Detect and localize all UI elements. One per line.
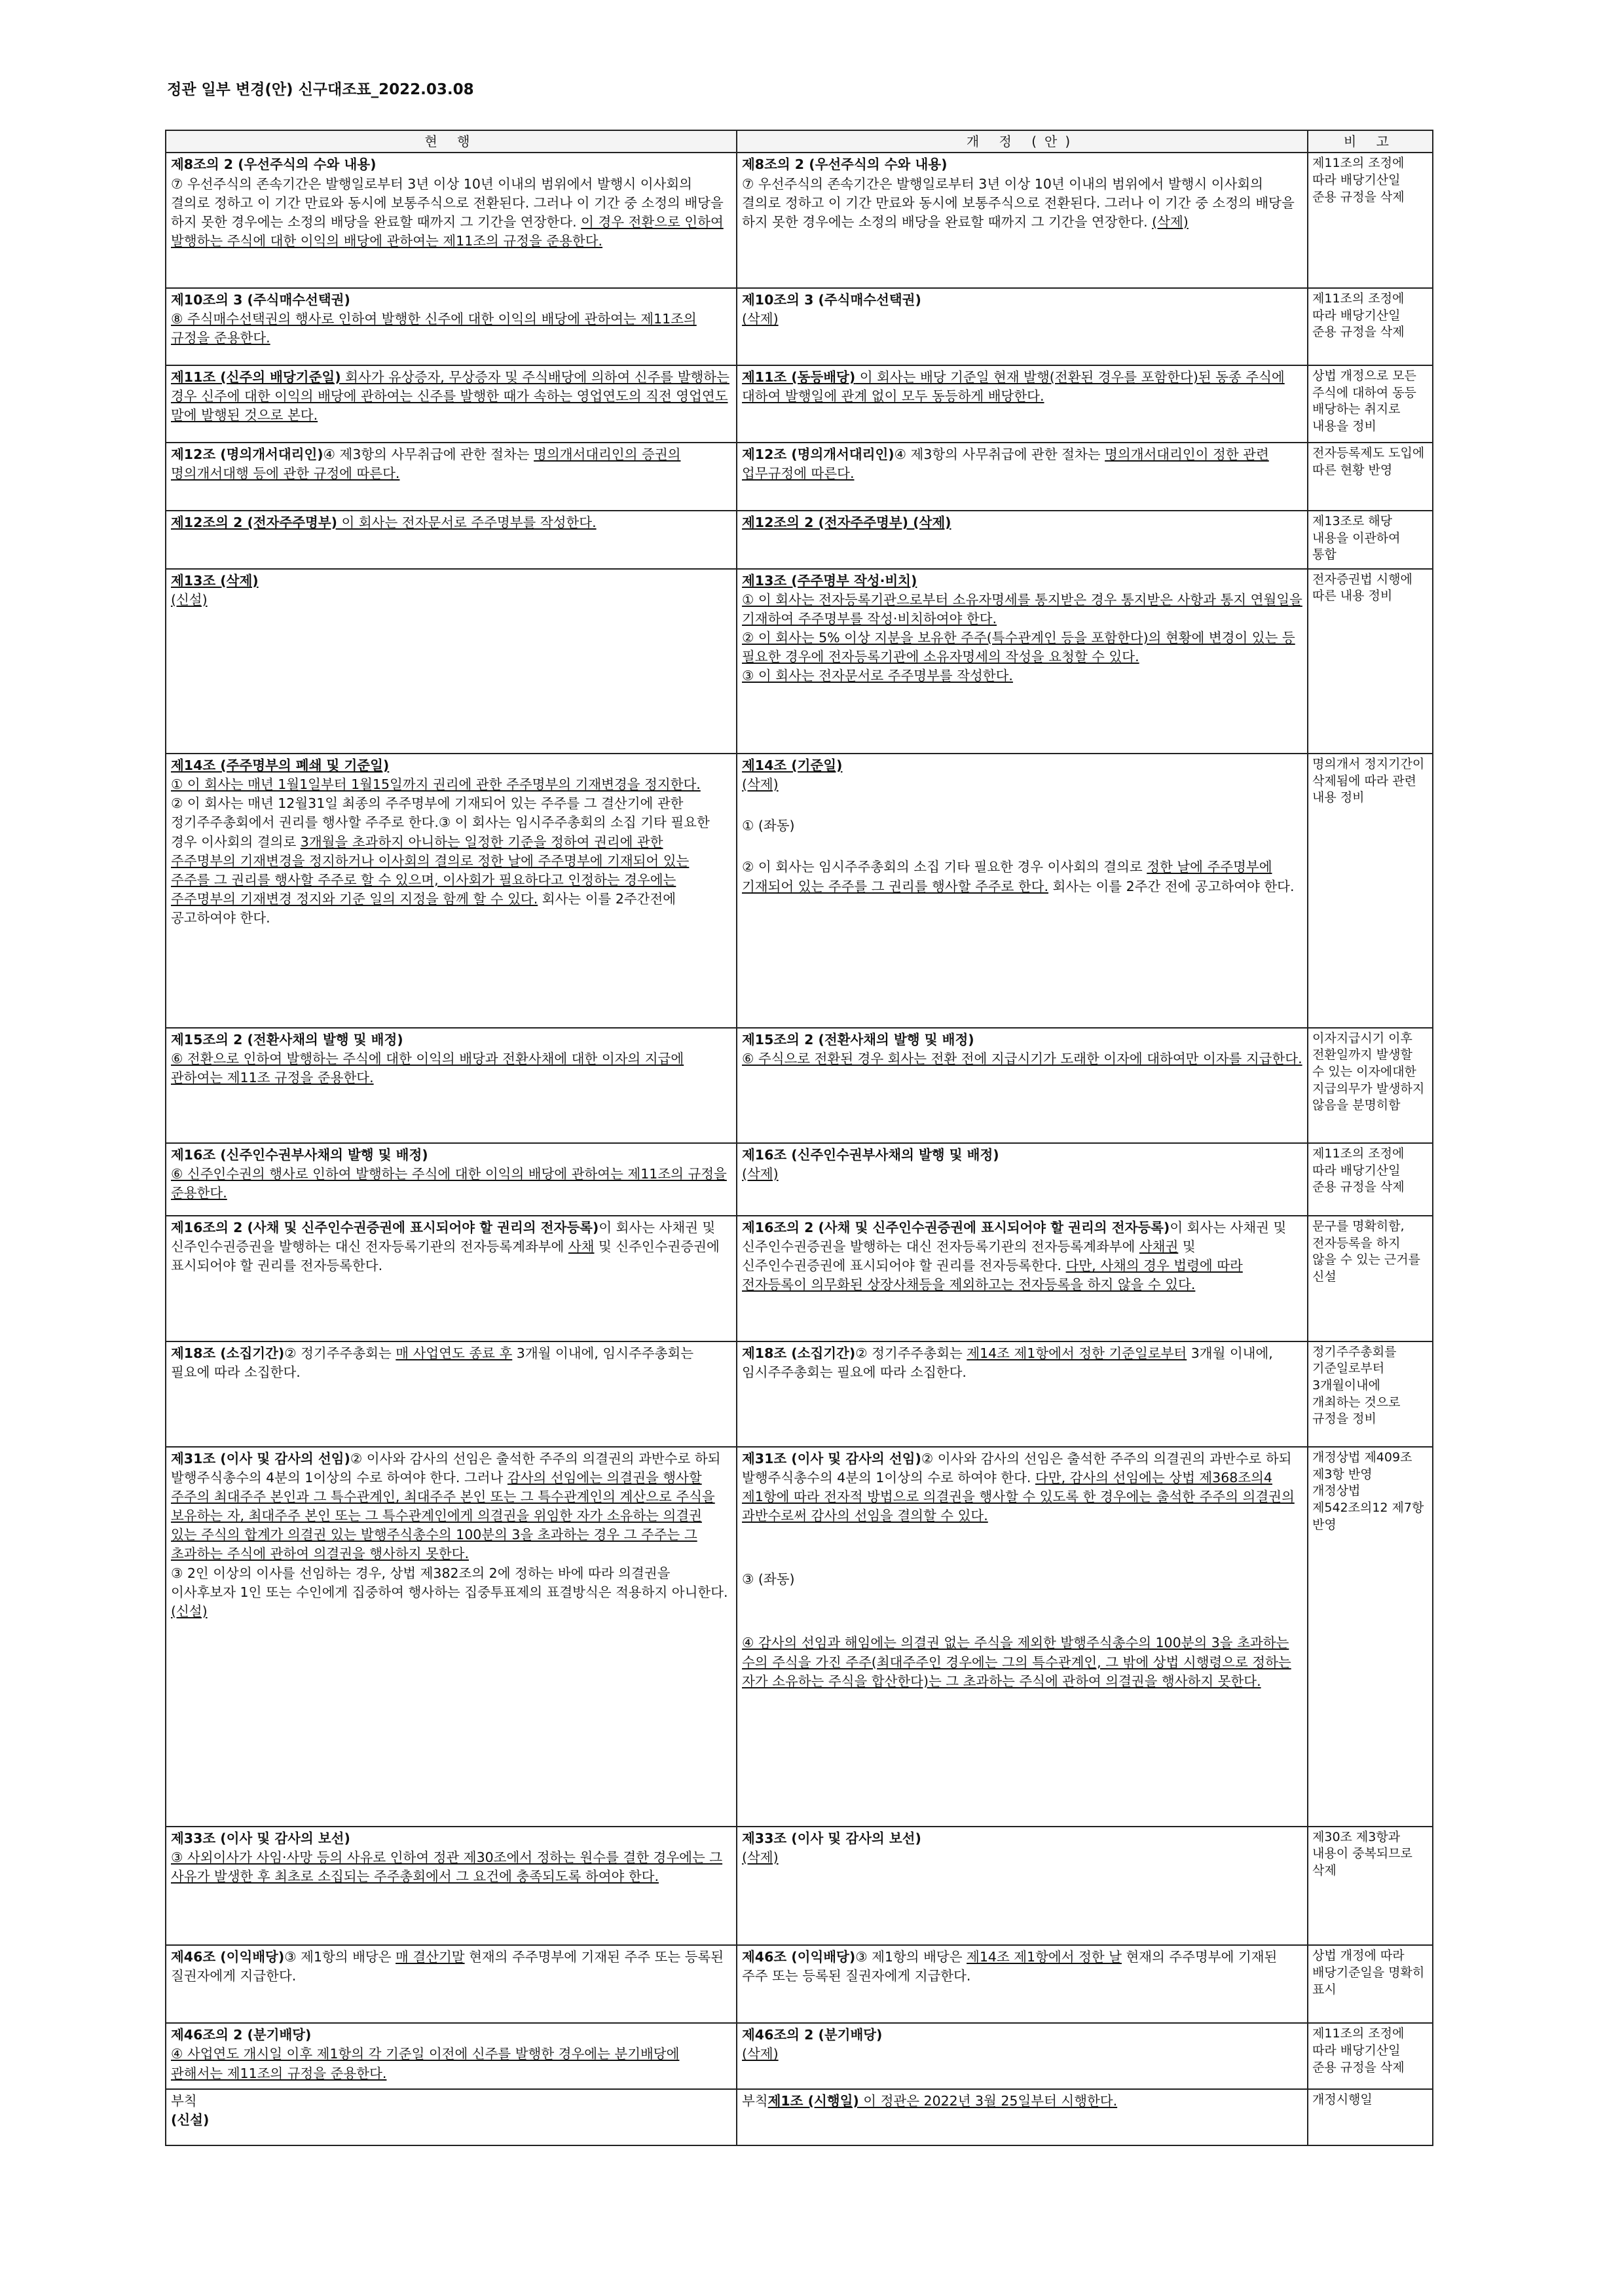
paragraph (742, 368, 1302, 406)
paragraph (171, 291, 731, 310)
paragraph (742, 1848, 1302, 1867)
paragraph (171, 1564, 731, 1602)
article-heading: 제15조의 2 (전환사채의 발행 및 배정) (742, 1031, 974, 1048)
cell-note: 제11조의 조정에 따라 배당기산일 준용 규정을 삭제 (1308, 153, 1433, 288)
paragraph (171, 1049, 731, 1087)
clause-text: ② 이 회사는 매년 12월31일 최종의 주주명부에 기재되어 있는 주주를 그 결산기에 관한 정기주주총회에서 권리를 행사할 주주로 한다. (171, 795, 684, 831)
paragraph (742, 858, 1302, 896)
cell-revised-text (737, 1945, 1308, 2023)
clause-text: 다만, 사채의 경우 법령에 따라 전자등록이 의무화된 상장사채등을 제외하고는 전자등록을 하지 않을 수 있다. (742, 1258, 1243, 1293)
paragraph (171, 572, 731, 591)
document-title: 정관 일부 변경(안) 신구대조표_2022.03.08 (167, 81, 474, 98)
cell-revised-text (737, 1341, 1308, 1447)
clause-text: ③ 이 회사는 임시주주총회의 소집 기타 필요한 경우 이사회의 결의로 (171, 814, 710, 850)
clause-text: 3개월 이내에, 임시주주총회는 필요에 따라 소집한다. (742, 1345, 1273, 1380)
clause-text: 다만, 감사의 선임에는 상법 제368조의4 제1항에 따라 전자적 방법으로 의결권을 행사할 수 있도록 한 경우에는 출석한 주주의 의결권의 과반수로써 감사의 선임을 결의할 수 있다. (742, 1470, 1295, 1524)
paragraph (742, 1344, 1302, 1382)
clause-text: ③ 2인 이상의 이사를 선임하는 경우, 상법 제382조의 2에 정하는 바에 따라 의결권을 이사후보자 1인 또는 수인에게 집중하여 행사하는 집중투표제의 표결방식은 적용하지 아니한다. (171, 1565, 728, 1600)
cell-note: 제11조의 조정에 따라 배당기산일 준용 규정을 삭제 (1308, 1143, 1433, 1216)
cell-revised-text (737, 511, 1308, 569)
clause-text: ② 이 회사는 5% 이상 지분을 보유한 주주(특수관계인 등을 포함한다)의 현황에 변경이 있는 등 필요한 경우에 전자등록기관에 소유자명세의 작성을 요청할 수 있다. (742, 630, 1295, 665)
article-heading: 제15조의 2 (전환사채의 발행 및 배정) (171, 1031, 403, 1048)
clause-text: 사채 (568, 1239, 595, 1255)
cell-revised-text (737, 1143, 1308, 1216)
table-row (166, 754, 1433, 1028)
paragraph (742, 291, 1302, 310)
clause-text: 3개월을 초과하지 아니하는 일정한 기준을 정하여 권리에 관한 주주명부의 기재변경을 정지하거나 이사회의 결의로 정한 날에 주주명부에 기재되어 있는 주주를 그 권리를 행사할 주주로 할 수 있으며, 이사회가 필요하다고 인정하는 경우에는 주주명부의 기재변경 정지와 기준 일의 지정을 함께 할 수 있다. (171, 833, 690, 907)
clause-text: (삭제) (1152, 213, 1189, 230)
clause-text: 사채권 (1139, 1239, 1179, 1255)
clause-text: ④ 제3항의 사무취급에 관한 절차는 (323, 446, 534, 463)
clause-text: 및 신주인수권증권에 표시되어야 할 권리를 전자등록한다. (171, 1239, 720, 1274)
paragraph (742, 2092, 1302, 2111)
paragraph (171, 1829, 731, 1848)
cell-current-text (166, 511, 737, 569)
paragraph (742, 2045, 1302, 2064)
table-row (166, 1341, 1433, 1447)
article-heading: 제16조의 2 (사채 및 신주인수권증권에 표시되어야 할 권리의 전자등록) (742, 1219, 1170, 1235)
cell-current-text (166, 365, 737, 443)
table-row (166, 1028, 1433, 1143)
paragraph (171, 368, 731, 425)
clause-text: 3개월 이내에, 임시주주총회는 필요에 따라 소집한다. (171, 1345, 694, 1380)
clause-text: ② 이 회사는 임시주주총회의 소집 기타 필요한 경우 이사회의 결의로 (742, 859, 1147, 875)
article-heading: 제46조의 2 (분기배당) (742, 2027, 883, 2043)
clause-text: ③ 제1항의 배당은 (284, 1949, 396, 1965)
paragraph (171, 1146, 731, 1165)
paragraph (171, 2092, 731, 2111)
cell-current-text (166, 1827, 737, 1946)
clause-text: ① 이 회사는 매년 1월1일부터 1월15일까지 권리에 관한 주주명부의 기재변경을 정지한다. (171, 776, 701, 793)
paragraph (171, 775, 731, 794)
article-heading: 제10조의 3 (주식매수선택권) (171, 292, 350, 308)
cell-revised-text (737, 569, 1308, 754)
article-heading: 제10조의 3 (주식매수선택권) (742, 292, 921, 308)
table-row (166, 288, 1433, 365)
paragraph (171, 1449, 731, 1564)
clause-text: 명의개서대리인이 정한 관련 업무규정에 따른다. (742, 446, 1269, 482)
cell-revised-text (737, 365, 1308, 443)
cell-revised-text (737, 1447, 1308, 1827)
paragraph (171, 155, 731, 174)
paragraph (742, 816, 1302, 835)
clause-text: ② 정기주주총회는 (855, 1345, 967, 1361)
article-heading: 제16조의 2 (사채 및 신주인수권증권에 표시되어야 할 권리의 전자등록) (171, 1219, 599, 1235)
header-note: 비 고 (1308, 130, 1433, 153)
article-heading: 제14조 (기준일) (742, 757, 843, 774)
article-heading: 제14조 (주주명부의 폐쇄 및 기준일) (171, 757, 390, 774)
article-heading: 제33조 (이사 및 감사의 보선) (742, 1830, 921, 1846)
clause-text: ② 이사와 감사의 선임은 출석한 주주의 의결권의 과반수로 하되 발행주식총수의 4분의 1이상의 수로 하여야 한다. 그러나 (171, 1450, 721, 1486)
cell-current-text (166, 1143, 737, 1216)
clause-text: 현재의 주주명부에 기재된 주주 또는 등록된 질권자에게 지급한다. (171, 1949, 724, 1984)
cell-current-text (166, 288, 737, 365)
paragraph (742, 1218, 1302, 1294)
clause-text: ① (좌동) (742, 818, 795, 834)
paragraph (742, 629, 1302, 666)
paragraph (742, 775, 1302, 794)
clause-text: 제14조 제1항에서 정한 기준일로부터 (967, 1345, 1187, 1361)
article-heading: 제13조 (주주명부 작성·비치) (742, 572, 917, 589)
cell-note: 제30조 제3항과 내용이 중복되므로 삭제 (1308, 1827, 1433, 1946)
clause-text: (삭제) (742, 1166, 779, 1182)
clause-text: 매 사업연도 종료 후 (396, 1345, 513, 1361)
clause-text: ④ 제3항의 사무취급에 관한 절차는 (894, 446, 1105, 463)
cell-revised-text (737, 1028, 1308, 1143)
cell-note: 개정상법 제409조 제3항 반영 개정상법 제542조의12 제7항 반영 (1308, 1447, 1433, 1827)
paragraph (171, 513, 731, 532)
cell-revised-text (737, 288, 1308, 365)
clause-text: ⑧ 주식매수선택권의 행사로 인하여 발행한 신주에 대한 이익의 배당에 관하여는 제11조의 규정을 준용한다. (171, 311, 697, 346)
table-row (166, 1447, 1433, 1827)
table-row (166, 1945, 1433, 2023)
cell-current-text (166, 1945, 737, 2023)
clause-text: 감사의 선임에는 의결권을 행사할 주주의 최대주주 본인과 그 특수관계인, 최대주주 본인 또는 그 특수관계인의 계산으로 주식을 보유하는 자, 최대주주 본인 또는 그 특수관계인에게 의결권을 위임한 자가 소유하는 의결권 있는 주식의 합계가 의결권 있는 발행주식총수의 100분의 3을 초과하는 경우 그 주주는 그 초과하는 주식에 관하여 의결권을 행사하지 못한다. (171, 1470, 715, 1562)
clause-text: 부칙 (171, 2093, 197, 2109)
paragraph (742, 1165, 1302, 1184)
spacer (742, 1525, 1302, 1570)
article-heading: 제12조의 2 (전자주주명부) (171, 514, 338, 530)
article-heading: 제12조 (명의개서대리인) (171, 446, 323, 463)
paragraph (171, 591, 731, 610)
paragraph (742, 1570, 1302, 1589)
article-heading: 제12조 (명의개서대리인) (742, 446, 895, 463)
clause-text: 이 정관은 2022년 3월 25일부터 시행한다. (858, 2093, 1118, 2109)
paragraph (171, 1165, 731, 1203)
clause-text: ③ 제1항의 배당은 (855, 1949, 967, 1965)
clause-text: ⑥ 신주인수권의 행사로 인하여 발행하는 주식에 대한 이익의 배당에 관하여는 제11조의 규정을 준용한다. (171, 1166, 727, 1201)
article-heading: 제16조 (신주인수권부사채의 발행 및 배정) (171, 1147, 428, 1163)
paragraph (742, 1633, 1302, 1690)
cell-current-text (166, 153, 737, 288)
clause-text: 및 신주인수권증권에 표시되어야 할 권리를 전자등록한다. (742, 1239, 1196, 1274)
table-row (166, 2089, 1433, 2145)
article-heading: 제46조의 2 (분기배당) (171, 2027, 312, 2043)
clause-text: 회사가 유상증자, 무상증자 및 주식배당에 의하여 신주를 발행하는 경우 신주에 대한 이익의 배당에 관하여는 신주를 발행한 때가 속하는 영업연도의 직전 영업연도 말에 발행된 것으로 본다. (171, 369, 729, 424)
article-heading: 제11조 (신주의 배당기준일) (171, 369, 341, 386)
cell-current-text (166, 1216, 737, 1341)
cell-note: 상법 개정으로 모든 주식에 대하여 동등 배당하는 취지로 내용을 정비 (1308, 365, 1433, 443)
clause-text: (삭제) (742, 2046, 779, 2062)
article-heading: 제31조 (이사 및 감사의 선임) (171, 1450, 350, 1467)
comparison-table (165, 130, 1433, 2146)
paragraph (742, 1146, 1302, 1165)
paragraph (742, 1948, 1302, 1986)
article-heading: 제8조의 2 (우선주식의 수와 내용) (171, 156, 377, 173)
table-body (166, 153, 1433, 2145)
cell-note: 전자증권법 시행에 따른 내용 정비 (1308, 569, 1433, 754)
clause-text: 이 회사는 배당 기준일 현재 발행(전환된 경우를 포함한다)된 동종 주식에 대하여 발행일에 관계 없이 모두 동등하게 배당한다. (742, 369, 1285, 405)
article-heading: 제12조의 2 (전자주주명부) (삭제) (742, 514, 951, 530)
article-heading: 제16조 (신주인수권부사채의 발행 및 배정) (742, 1147, 999, 1163)
clause-text: 이 회사는 전자문서로 주주명부를 작성한다. (337, 514, 597, 530)
table-row (166, 1216, 1433, 1341)
paragraph (171, 1218, 731, 1275)
article-heading: 제46조 (이익배당) (171, 1949, 285, 1965)
table-row (166, 511, 1433, 569)
paragraph (171, 1948, 731, 1986)
paragraph (742, 572, 1302, 591)
paragraph (742, 756, 1302, 775)
cell-revised-text (737, 153, 1308, 288)
clause-text: ③ 이 회사는 전자문서로 주주명부를 작성한다. (742, 668, 1013, 684)
paragraph (171, 756, 731, 775)
paragraph (742, 310, 1302, 329)
clause-text: (신설) (171, 1603, 208, 1619)
clause-text: ④ 사업연도 개시일 이후 제1항의 각 기준일 이전에 신주를 발행한 경우에는 분기배당에 관해서는 제11조의 규정을 준용한다. (171, 2046, 680, 2081)
article-heading: 제11조 (동등배당) (742, 369, 856, 386)
clause-text: 이 경우 전환으로 인하여 발행하는 주식에 대한 이익의 배당에 관하여는 제11조의 규정을 준용한다. (171, 213, 724, 249)
article-heading: 제31조 (이사 및 감사의 선임) (742, 1450, 921, 1467)
cell-note: 전자등록제도 도입에 따른 현황 반영 (1308, 443, 1433, 511)
table-row (166, 153, 1433, 288)
clause-text: ② 이사와 감사의 선임은 출석한 주주의 의결권의 과반수로 하되 발행주식총수의 4분의 1이상의 수로 하여야 한다. (742, 1450, 1292, 1486)
clause-text: 제14조 제1항에서 정한 날 (967, 1949, 1122, 1965)
table-header-row (166, 130, 1433, 153)
cell-note: 제13조로 해당 내용을 이관하여 통합 (1308, 511, 1433, 569)
clause-text: ⑥ 전환으로 인하여 발행하는 주식에 대한 이익의 배당과 전환사채에 대한 이자의 지급에 관하여는 제11조 규정을 준용한다. (171, 1050, 684, 1085)
article-heading: (신설) (171, 2112, 210, 2128)
table-row (166, 1143, 1433, 1216)
clause-text: 회사는 이를 2주간 전에 공고하여야 한다. (1048, 878, 1295, 894)
clause-text: (신설) (171, 591, 208, 608)
article-heading: 제46조 (이익배당) (742, 1949, 856, 1965)
cell-note: 제11조의 조정에 따라 배당기산일 준용 규정을 삭제 (1308, 288, 1433, 365)
article-heading: 제8조의 2 (우선주식의 수와 내용) (742, 156, 948, 173)
clause-text: ③ 사외이사가 사임·사망 등의 사유로 인하여 정관 제30조에서 정하는 원수를 결한 경우에는 그 사유가 발생한 후 최초로 소집되는 주주총회에서 그 요건에 충족되도록 하여야 한다. (171, 1849, 723, 1885)
paragraph (171, 310, 731, 348)
clause-text: 정한 날에 주주명부에 기재되어 있는 주주를 그 권리를 행사할 주주로 한다. (742, 859, 1272, 894)
cell-current-text (166, 2023, 737, 2089)
header-current: 현 행 (166, 130, 737, 153)
cell-note: 문구를 명확히함, 전자등록을 하지 않을 수 있는 근거를 신설 (1308, 1216, 1433, 1341)
cell-current-text (166, 2089, 737, 2145)
clause-text: 매 결산기말 (396, 1949, 465, 1965)
paragraph (171, 1344, 731, 1382)
paragraph (742, 1449, 1302, 1525)
paragraph (171, 175, 731, 251)
clause-text: ① 이 회사는 전자등록기관으로부터 소유자명세를 통지받은 경우 통지받은 사항과 통지 연월일을 기재하여 주주명부를 작성·비치하여야 한다. (742, 591, 1302, 627)
article-heading: 제33조 (이사 및 감사의 보선) (171, 1830, 350, 1846)
cell-note: 개정시행일 (1308, 2089, 1433, 2145)
spacer (742, 835, 1302, 858)
clause-text: 이 회사는 사채권 및 신주인수권증권을 발행하는 대신 전자등록기관의 전자등록계좌부에 (171, 1219, 716, 1255)
cell-current-text (166, 754, 737, 1028)
header-revised: 개 정 (안) (737, 130, 1308, 153)
table-row (166, 365, 1433, 443)
clause-text: (삭제) (742, 1849, 779, 1865)
spacer (742, 794, 1302, 816)
cell-revised-text (737, 754, 1308, 1028)
cell-note: 제11조의 조정에 따라 배당기산일 준용 규정을 삭제 (1308, 2023, 1433, 2089)
cell-note: 이자지급시기 이후 전환일까지 발생할 수 있는 이자에대한 지급의무가 발생하지 않음을 분명히함 (1308, 1028, 1433, 1143)
article-heading: 제13조 (삭제) (171, 572, 259, 589)
clause-text: ⑥ 주식으로 전환된 경우 회사는 전환 전에 지급시기가 도래한 이자에 대하여만 이자를 지급한다. (742, 1050, 1302, 1066)
cell-revised-text (737, 1216, 1308, 1341)
paragraph (742, 445, 1302, 483)
clause-text: (삭제) (742, 311, 779, 327)
paragraph (742, 1829, 1302, 1848)
cell-revised-text (737, 2089, 1308, 2145)
paragraph (171, 794, 731, 928)
cell-note: 정기주주총회를 기준일로부터 3개월이내에 개최하는 것으로 규정을 정비 (1308, 1341, 1433, 1447)
clause-text: ④ 감사의 선임과 해임에는 의결권 없는 주식을 제외한 발행주식총수의 100분의 3을 초과하는 수의 주식을 가진 주주(최대주주인 경우에는 그의 특수관계인, 그 밖에 상법 시행령으로 정하는 자가 소유하는 주식을 합산한다)는 그 초과하는 주식에 관하여 의결권을 행사하지 못한다. (742, 1635, 1291, 1689)
clause-text: ③ (좌동) (742, 1571, 795, 1588)
article-heading: 제18조 (소집기간) (742, 1345, 856, 1361)
article-heading: 제1조 (시행일) (767, 2093, 859, 2109)
spacer (742, 1589, 1302, 1633)
paragraph (742, 2026, 1302, 2045)
paragraph (742, 1030, 1302, 1049)
article-heading: 제18조 (소집기간) (171, 1345, 285, 1361)
cell-current-text (166, 1447, 737, 1827)
paragraph (171, 1030, 731, 1049)
cell-note: 명의개서 정지기간이 삭제됨에 따라 관련 내용 정비 (1308, 754, 1433, 1028)
paragraph (742, 175, 1302, 232)
paragraph (742, 591, 1302, 629)
table-row (166, 569, 1433, 754)
cell-current-text (166, 569, 737, 754)
paragraph (171, 2045, 731, 2083)
clause-text: 부칙 (742, 2093, 768, 2109)
paragraph (171, 2026, 731, 2045)
table-row (166, 1827, 1433, 1946)
clause-text: (삭제) (742, 776, 779, 793)
clause-text: ⑦ 우선주식의 존속기간은 발행일로부터 3년 이상 10년 이내의 범위에서 발행시 이사회의 결의로 정하고 이 기간 만료와 동시에 보통주식으로 전환된다. 그러나 이 기간 중 소정의 배당을 하지 못한 경우에는 소정의 배당을 완료할 때까지 그 기간을 연장한다. (171, 175, 724, 230)
cell-note: 상법 개정에 따라 배당기준일을 명확히 표시 (1308, 1945, 1433, 2023)
paragraph (171, 2111, 731, 2130)
paragraph (171, 445, 731, 483)
cell-revised-text (737, 1827, 1308, 1946)
cell-revised-text (737, 2023, 1308, 2089)
paragraph (742, 155, 1302, 174)
paragraph (742, 666, 1302, 685)
clause-text: 회사는 이를 2주간전에 공고하여야 한다. (171, 890, 676, 926)
table-row (166, 443, 1433, 511)
cell-current-text (166, 1341, 737, 1447)
clause-text: 명의개서대리인의 증권의 명의개서대행 등에 관한 규정에 따른다. (171, 446, 681, 482)
clause-text: 이 회사는 사채권 및 신주인수권증권을 발행하는 대신 전자등록기관의 전자등록계좌부에 (742, 1219, 1287, 1255)
paragraph (742, 1049, 1302, 1068)
cell-current-text (166, 1028, 737, 1143)
clause-text: 현재의 주주명부에 기재된 주주 또는 등록된 질권자에게 지급한다. (742, 1949, 1278, 1984)
paragraph (171, 1848, 731, 1886)
cell-revised-text (737, 443, 1308, 511)
table-row (166, 2023, 1433, 2089)
clause-text: ② 정기주주총회는 (284, 1345, 396, 1361)
paragraph (742, 513, 1302, 532)
clause-text: ⑦ 우선주식의 존속기간은 발행일로부터 3년 이상 10년 이내의 범위에서 발행시 이사회의 결의로 정하고 이 기간 만료와 동시에 보통주식으로 전환된다. 그러나 이 기간 중 소정의 배당을 하지 못한 경우에는 소정의 배당을 완료할 때까지 그 기간을 연장한다. (742, 175, 1295, 230)
cell-current-text (166, 443, 737, 511)
paragraph (171, 1602, 731, 1621)
